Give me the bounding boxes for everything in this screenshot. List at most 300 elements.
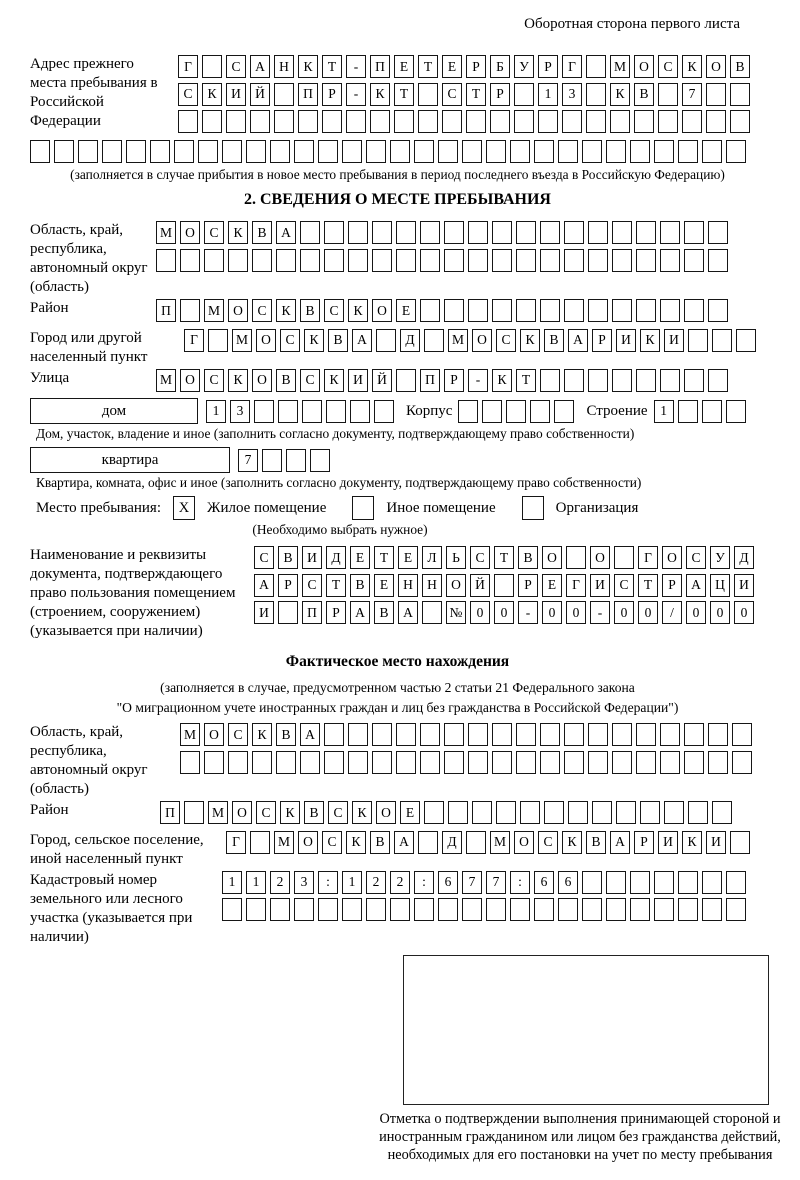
char-box[interactable] [708, 723, 728, 746]
char-box[interactable] [174, 140, 194, 163]
char-box[interactable] [586, 55, 606, 78]
char-box[interactable]: 6 [534, 871, 554, 894]
char-box[interactable] [350, 400, 370, 423]
char-box[interactable]: П [420, 369, 440, 392]
char-box[interactable] [492, 723, 512, 746]
char-box[interactable] [588, 369, 608, 392]
char-box[interactable]: О [228, 299, 248, 322]
char-box[interactable] [252, 751, 272, 774]
char-box[interactable] [688, 329, 708, 352]
apartment-field-box[interactable]: квартира [30, 447, 230, 473]
char-box[interactable]: С [686, 546, 706, 569]
char-box[interactable]: Т [516, 369, 536, 392]
char-box[interactable]: 0 [710, 601, 730, 624]
char-box[interactable]: 1 [206, 400, 226, 423]
char-box[interactable]: Ц [710, 574, 730, 597]
char-box[interactable]: В [328, 329, 348, 352]
char-box[interactable] [184, 801, 204, 824]
char-box[interactable] [516, 299, 536, 322]
char-box[interactable]: Й [470, 574, 490, 597]
char-box[interactable] [396, 723, 416, 746]
char-box[interactable]: Д [442, 831, 462, 854]
char-box[interactable] [222, 140, 242, 163]
char-box[interactable] [372, 249, 392, 272]
char-box[interactable] [540, 299, 560, 322]
char-box[interactable] [372, 723, 392, 746]
char-box[interactable] [612, 723, 632, 746]
char-box[interactable]: - [468, 369, 488, 392]
char-box[interactable] [396, 751, 416, 774]
char-box[interactable]: К [280, 801, 300, 824]
residential-checkbox[interactable]: X [173, 496, 195, 520]
char-box[interactable]: № [446, 601, 466, 624]
char-box[interactable]: М [156, 369, 176, 392]
char-box[interactable] [588, 299, 608, 322]
char-box[interactable] [222, 898, 242, 921]
char-box[interactable]: О [180, 369, 200, 392]
char-box[interactable]: 7 [238, 449, 258, 472]
char-box[interactable]: Е [542, 574, 562, 597]
char-box[interactable]: А [254, 574, 274, 597]
char-box[interactable] [300, 221, 320, 244]
char-box[interactable] [424, 329, 444, 352]
house-field-box[interactable]: дом [30, 398, 198, 424]
char-box[interactable] [444, 299, 464, 322]
char-box[interactable]: О [298, 831, 318, 854]
char-box[interactable]: У [710, 546, 730, 569]
char-box[interactable] [636, 299, 656, 322]
char-box[interactable]: С [470, 546, 490, 569]
char-box[interactable] [606, 871, 626, 894]
char-box[interactable]: И [348, 369, 368, 392]
char-box[interactable] [202, 55, 222, 78]
char-box[interactable] [614, 546, 634, 569]
char-box[interactable]: Р [326, 601, 346, 624]
char-box[interactable]: Н [422, 574, 442, 597]
char-box[interactable]: К [298, 55, 318, 78]
char-box[interactable]: Е [442, 55, 462, 78]
char-box[interactable]: 7 [682, 83, 702, 106]
char-box[interactable]: О [180, 221, 200, 244]
char-box[interactable]: 0 [614, 601, 634, 624]
char-box[interactable]: А [398, 601, 418, 624]
char-box[interactable]: С [324, 299, 344, 322]
char-box[interactable] [678, 871, 698, 894]
other-premises-checkbox[interactable] [352, 496, 374, 520]
char-box[interactable] [254, 400, 274, 423]
char-box[interactable]: 0 [638, 601, 658, 624]
char-box[interactable] [462, 898, 482, 921]
char-box[interactable]: С [614, 574, 634, 597]
char-box[interactable] [276, 751, 296, 774]
char-box[interactable]: О [542, 546, 562, 569]
char-box[interactable] [54, 140, 74, 163]
char-box[interactable] [448, 801, 468, 824]
char-box[interactable] [708, 751, 728, 774]
char-box[interactable] [274, 83, 294, 106]
char-box[interactable]: М [448, 329, 468, 352]
char-box[interactable] [564, 369, 584, 392]
char-box[interactable] [582, 140, 602, 163]
char-box[interactable]: Г [184, 329, 204, 352]
char-box[interactable] [730, 83, 750, 106]
char-box[interactable]: О [376, 801, 396, 824]
char-box[interactable] [326, 400, 346, 423]
char-box[interactable]: - [518, 601, 538, 624]
char-box[interactable]: И [664, 329, 684, 352]
char-box[interactable] [516, 751, 536, 774]
char-box[interactable]: В [304, 801, 324, 824]
char-box[interactable] [678, 898, 698, 921]
char-box[interactable] [634, 110, 654, 133]
char-box[interactable] [712, 801, 732, 824]
char-box[interactable]: Й [372, 369, 392, 392]
char-box[interactable] [654, 140, 674, 163]
char-box[interactable]: Р [444, 369, 464, 392]
char-box[interactable] [180, 249, 200, 272]
char-box[interactable] [606, 898, 626, 921]
char-box[interactable]: Н [398, 574, 418, 597]
char-box[interactable]: Р [538, 55, 558, 78]
char-box[interactable] [606, 140, 626, 163]
char-box[interactable] [156, 249, 176, 272]
char-box[interactable] [102, 140, 122, 163]
char-box[interactable] [658, 83, 678, 106]
char-box[interactable] [324, 723, 344, 746]
char-box[interactable] [294, 898, 314, 921]
char-box[interactable] [682, 110, 702, 133]
char-box[interactable] [370, 110, 390, 133]
char-box[interactable] [660, 249, 680, 272]
char-box[interactable] [636, 751, 656, 774]
char-box[interactable]: К [324, 369, 344, 392]
char-box[interactable] [278, 400, 298, 423]
char-box[interactable]: Б [490, 55, 510, 78]
char-box[interactable]: О [634, 55, 654, 78]
char-box[interactable]: : [318, 871, 338, 894]
char-box[interactable] [376, 329, 396, 352]
char-box[interactable] [126, 140, 146, 163]
char-box[interactable] [540, 751, 560, 774]
char-box[interactable] [540, 369, 560, 392]
char-box[interactable]: М [204, 299, 224, 322]
char-box[interactable] [702, 871, 722, 894]
char-box[interactable]: 0 [686, 601, 706, 624]
char-box[interactable]: С [228, 723, 248, 746]
char-box[interactable] [394, 110, 414, 133]
char-box[interactable]: 1 [342, 871, 362, 894]
char-box[interactable] [348, 221, 368, 244]
char-box[interactable] [586, 83, 606, 106]
char-box[interactable] [702, 400, 722, 423]
char-box[interactable] [588, 221, 608, 244]
char-box[interactable] [496, 801, 516, 824]
char-box[interactable]: О [372, 299, 392, 322]
char-box[interactable] [270, 898, 290, 921]
char-box[interactable]: 1 [246, 871, 266, 894]
char-box[interactable] [396, 221, 416, 244]
char-box[interactable] [708, 249, 728, 272]
char-box[interactable] [660, 369, 680, 392]
char-box[interactable]: 7 [486, 871, 506, 894]
char-box[interactable]: К [492, 369, 512, 392]
char-box[interactable]: А [300, 723, 320, 746]
char-box[interactable] [180, 299, 200, 322]
char-box[interactable] [418, 110, 438, 133]
char-box[interactable]: И [590, 574, 610, 597]
char-box[interactable]: А [394, 831, 414, 854]
char-box[interactable]: 2 [366, 871, 386, 894]
char-box[interactable]: В [730, 55, 750, 78]
char-box[interactable] [540, 723, 560, 746]
char-box[interactable] [538, 110, 558, 133]
char-box[interactable] [736, 329, 756, 352]
char-box[interactable]: О [256, 329, 276, 352]
char-box[interactable] [612, 249, 632, 272]
char-box[interactable]: В [544, 329, 564, 352]
char-box[interactable] [472, 801, 492, 824]
char-box[interactable] [300, 249, 320, 272]
char-box[interactable] [506, 400, 526, 423]
char-box[interactable]: К [276, 299, 296, 322]
char-box[interactable] [442, 110, 462, 133]
char-box[interactable] [458, 400, 478, 423]
char-box[interactable] [712, 329, 732, 352]
char-box[interactable]: О [472, 329, 492, 352]
char-box[interactable] [366, 898, 386, 921]
char-box[interactable] [246, 140, 266, 163]
char-box[interactable] [274, 110, 294, 133]
char-box[interactable]: Р [518, 574, 538, 597]
char-box[interactable] [514, 110, 534, 133]
char-box[interactable]: - [346, 83, 366, 106]
char-box[interactable] [568, 801, 588, 824]
char-box[interactable] [612, 221, 632, 244]
char-box[interactable] [534, 140, 554, 163]
char-box[interactable] [534, 898, 554, 921]
char-box[interactable]: В [374, 601, 394, 624]
char-box[interactable]: А [352, 329, 372, 352]
char-box[interactable] [702, 898, 722, 921]
char-box[interactable] [414, 140, 434, 163]
char-box[interactable]: М [208, 801, 228, 824]
char-box[interactable] [610, 110, 630, 133]
char-box[interactable]: К [202, 83, 222, 106]
char-box[interactable] [318, 898, 338, 921]
char-box[interactable] [208, 329, 228, 352]
char-box[interactable] [684, 723, 704, 746]
char-box[interactable]: Е [396, 299, 416, 322]
char-box[interactable] [372, 751, 392, 774]
char-box[interactable]: С [178, 83, 198, 106]
char-box[interactable] [30, 140, 50, 163]
char-box[interactable]: 0 [470, 601, 490, 624]
char-box[interactable]: - [346, 55, 366, 78]
char-box[interactable] [180, 751, 200, 774]
char-box[interactable]: С [226, 55, 246, 78]
char-box[interactable] [150, 140, 170, 163]
char-box[interactable]: Р [662, 574, 682, 597]
char-box[interactable] [540, 221, 560, 244]
char-box[interactable] [420, 723, 440, 746]
char-box[interactable] [278, 601, 298, 624]
char-box[interactable] [422, 601, 442, 624]
char-box[interactable]: - [590, 601, 610, 624]
char-box[interactable] [730, 110, 750, 133]
char-box[interactable] [324, 249, 344, 272]
char-box[interactable]: В [300, 299, 320, 322]
char-box[interactable] [558, 898, 578, 921]
char-box[interactable]: П [156, 299, 176, 322]
char-box[interactable] [564, 751, 584, 774]
char-box[interactable] [372, 221, 392, 244]
char-box[interactable]: 6 [438, 871, 458, 894]
char-box[interactable] [708, 221, 728, 244]
char-box[interactable]: Г [226, 831, 246, 854]
char-box[interactable]: 3 [230, 400, 250, 423]
char-box[interactable]: Р [490, 83, 510, 106]
char-box[interactable] [250, 110, 270, 133]
char-box[interactable]: 0 [734, 601, 754, 624]
char-box[interactable]: О [232, 801, 252, 824]
char-box[interactable] [438, 140, 458, 163]
char-box[interactable]: К [346, 831, 366, 854]
char-box[interactable]: Т [326, 574, 346, 597]
char-box[interactable] [558, 140, 578, 163]
char-box[interactable]: Т [418, 55, 438, 78]
char-box[interactable]: К [562, 831, 582, 854]
char-box[interactable] [396, 249, 416, 272]
char-box[interactable]: И [616, 329, 636, 352]
char-box[interactable] [492, 299, 512, 322]
char-box[interactable] [706, 83, 726, 106]
char-box[interactable] [204, 751, 224, 774]
char-box[interactable]: Ь [446, 546, 466, 569]
char-box[interactable]: К [228, 221, 248, 244]
char-box[interactable] [78, 140, 98, 163]
char-box[interactable]: С [300, 369, 320, 392]
char-box[interactable]: 3 [294, 871, 314, 894]
char-box[interactable]: С [322, 831, 342, 854]
char-box[interactable]: К [610, 83, 630, 106]
char-box[interactable]: В [370, 831, 390, 854]
char-box[interactable]: С [254, 546, 274, 569]
char-box[interactable]: К [640, 329, 660, 352]
char-box[interactable] [640, 801, 660, 824]
char-box[interactable]: Т [494, 546, 514, 569]
char-box[interactable]: А [610, 831, 630, 854]
char-box[interactable]: В [634, 83, 654, 106]
char-box[interactable] [204, 249, 224, 272]
char-box[interactable] [492, 221, 512, 244]
char-box[interactable] [310, 449, 330, 472]
char-box[interactable]: Т [374, 546, 394, 569]
char-box[interactable] [346, 110, 366, 133]
char-box[interactable]: М [610, 55, 630, 78]
char-box[interactable] [418, 831, 438, 854]
char-box[interactable] [468, 751, 488, 774]
char-box[interactable] [612, 751, 632, 774]
char-box[interactable]: В [586, 831, 606, 854]
char-box[interactable]: В [518, 546, 538, 569]
char-box[interactable]: Е [398, 546, 418, 569]
char-box[interactable] [588, 723, 608, 746]
char-box[interactable] [708, 299, 728, 322]
char-box[interactable] [684, 369, 704, 392]
char-box[interactable]: К [682, 831, 702, 854]
char-box[interactable] [636, 221, 656, 244]
char-box[interactable] [444, 751, 464, 774]
char-box[interactable] [616, 801, 636, 824]
char-box[interactable]: Г [178, 55, 198, 78]
char-box[interactable] [636, 723, 656, 746]
char-box[interactable] [178, 110, 198, 133]
char-box[interactable]: П [298, 83, 318, 106]
char-box[interactable]: Д [400, 329, 420, 352]
char-box[interactable] [462, 140, 482, 163]
char-box[interactable]: Н [274, 55, 294, 78]
char-box[interactable]: С [442, 83, 462, 106]
char-box[interactable]: Д [734, 546, 754, 569]
char-box[interactable]: / [662, 601, 682, 624]
char-box[interactable] [300, 751, 320, 774]
char-box[interactable] [342, 140, 362, 163]
char-box[interactable]: О [252, 369, 272, 392]
char-box[interactable]: А [276, 221, 296, 244]
char-box[interactable] [726, 140, 746, 163]
char-box[interactable]: И [658, 831, 678, 854]
char-box[interactable]: Й [250, 83, 270, 106]
char-box[interactable]: Т [322, 55, 342, 78]
char-box[interactable]: Т [466, 83, 486, 106]
char-box[interactable] [228, 249, 248, 272]
char-box[interactable] [466, 110, 486, 133]
char-box[interactable] [490, 110, 510, 133]
char-box[interactable] [664, 801, 684, 824]
char-box[interactable]: А [350, 601, 370, 624]
char-box[interactable]: Е [400, 801, 420, 824]
char-box[interactable] [444, 249, 464, 272]
char-box[interactable] [438, 898, 458, 921]
char-box[interactable]: А [568, 329, 588, 352]
char-box[interactable]: 1 [538, 83, 558, 106]
char-box[interactable] [348, 723, 368, 746]
char-box[interactable] [420, 751, 440, 774]
char-box[interactable] [374, 400, 394, 423]
char-box[interactable] [564, 299, 584, 322]
char-box[interactable]: Р [322, 83, 342, 106]
char-box[interactable] [684, 221, 704, 244]
char-box[interactable] [706, 110, 726, 133]
char-box[interactable] [732, 723, 752, 746]
char-box[interactable] [564, 723, 584, 746]
char-box[interactable] [660, 751, 680, 774]
char-box[interactable] [420, 221, 440, 244]
char-box[interactable] [582, 898, 602, 921]
char-box[interactable] [420, 249, 440, 272]
char-box[interactable]: : [414, 871, 434, 894]
char-box[interactable]: Л [422, 546, 442, 569]
char-box[interactable] [678, 140, 698, 163]
char-box[interactable]: С [280, 329, 300, 352]
char-box[interactable]: Е [350, 546, 370, 569]
char-box[interactable] [530, 400, 550, 423]
char-box[interactable]: С [204, 369, 224, 392]
char-box[interactable]: П [370, 55, 390, 78]
char-box[interactable]: Д [326, 546, 346, 569]
char-box[interactable] [348, 249, 368, 272]
char-box[interactable]: Е [394, 55, 414, 78]
